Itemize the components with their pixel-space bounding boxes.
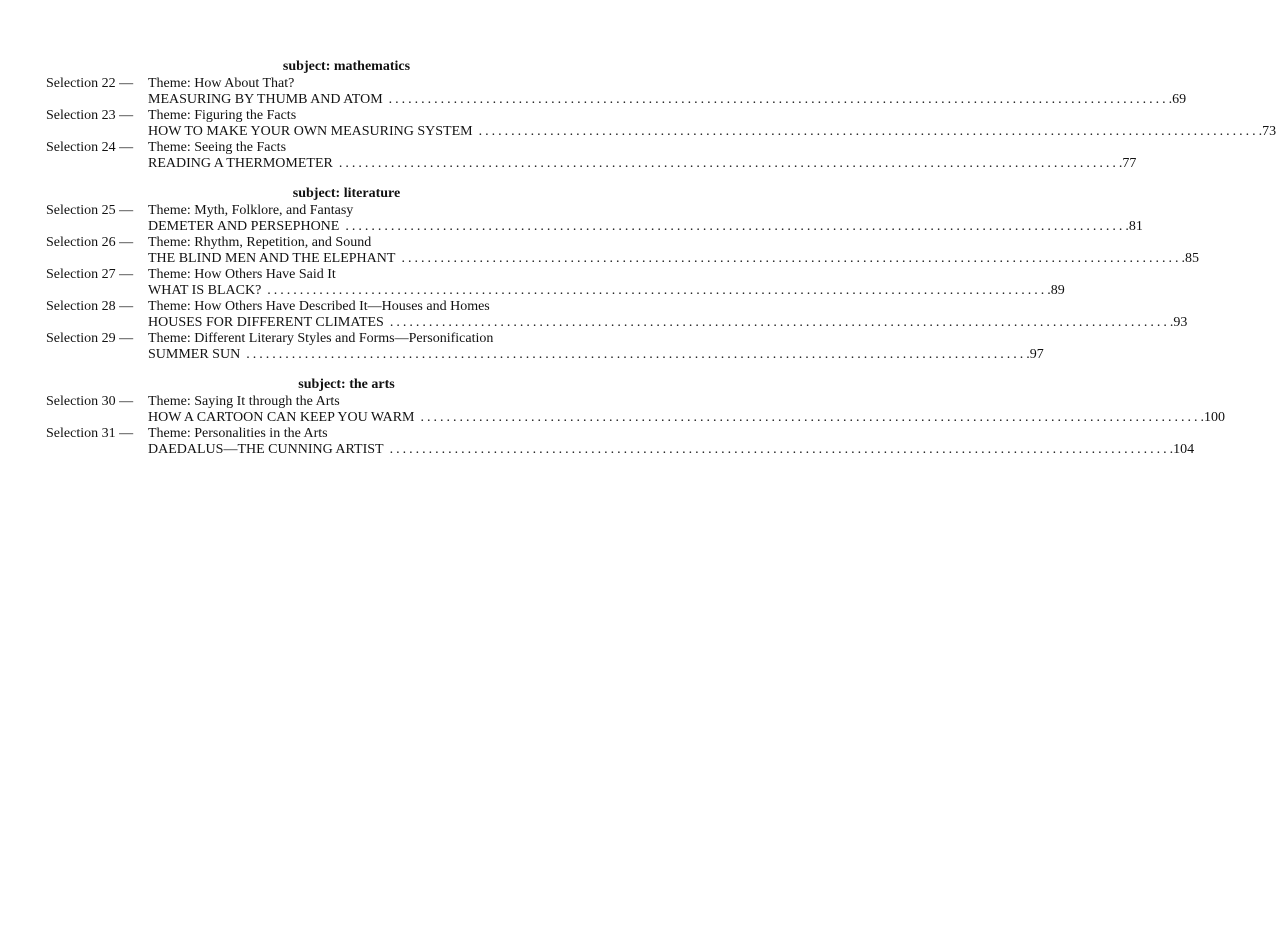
toc-section-arts <box>0 376 1225 458</box>
selection-theme: Theme: How Others Have Described It—Houses and Homes <box>148 299 490 314</box>
page-number: .89 <box>1047 283 1065 298</box>
selection-title: SUMMER SUN <box>148 347 241 362</box>
selection-title: READING A THERMOMETER <box>148 156 333 171</box>
selection-title: HOUSES FOR DIFFERENT CLIMATES <box>148 315 384 330</box>
toc-entry <box>0 267 1065 299</box>
selection-theme: Theme: Figuring the Facts <box>148 108 297 123</box>
page-number: .104 <box>1169 442 1195 457</box>
selection-title-row[interactable] <box>148 251 1199 267</box>
selection-label: Selection 27 — <box>46 267 134 282</box>
selection-label: Selection 30 — <box>46 394 134 409</box>
selection-title: DEMETER AND PERSEPHONE <box>148 219 340 234</box>
selection-theme: Theme: How About That? <box>148 76 295 91</box>
selection-label: Selection 22 — <box>46 76 134 91</box>
selection-title-row[interactable] <box>148 410 1225 426</box>
dot-leader: ........................................................................................................................ <box>420 410 1201 425</box>
selection-title: MEASURING BY THUMB AND ATOM <box>148 92 383 107</box>
dot-leader: ........................................................................................................................ <box>246 347 1027 362</box>
selection-title: HOW A CARTOON CAN KEEP YOU WARM <box>148 410 415 425</box>
dot-leader: ........................................................................................................................ <box>345 219 1126 234</box>
toc-entry <box>0 299 1188 331</box>
page-number: .85 <box>1181 251 1199 266</box>
subject-heading: subject: literature <box>292 186 401 201</box>
selection-title-row[interactable] <box>148 315 1188 331</box>
selection-label: Selection 24 — <box>46 140 134 155</box>
selection-theme: Theme: Seeing the Facts <box>148 140 287 155</box>
subject-heading: subject: mathematics <box>282 59 411 74</box>
toc-entry <box>0 235 1199 267</box>
selection-label: Selection 23 — <box>46 108 134 123</box>
selection-label: Selection 29 — <box>46 331 134 346</box>
selection-theme: Theme: Myth, Folklore, and Fantasy <box>148 203 354 218</box>
page-number: .81 <box>1125 219 1143 234</box>
selection-title-row[interactable] <box>148 347 1044 363</box>
page-number: .97 <box>1026 347 1044 362</box>
toc-entry <box>0 394 1225 426</box>
page-number: .69 <box>1168 92 1187 107</box>
selection-label: Selection 31 — <box>46 426 134 441</box>
dot-leader: ........................................................................................................................ <box>267 283 1048 298</box>
selection-title: HOW TO MAKE YOUR OWN MEASURING SYSTEM <box>148 124 473 139</box>
selection-theme: Theme: Different Literary Styles and Forms—Personification <box>148 331 494 346</box>
dot-leader: ........................................................................................................................ <box>478 124 1259 139</box>
dot-leader: ........................................................................................................................ <box>401 251 1182 266</box>
selection-label: Selection 28 — <box>46 299 134 314</box>
selection-label: Selection 26 — <box>46 235 134 250</box>
toc-entry <box>0 108 1276 140</box>
table-of-contents <box>0 58 1276 471</box>
toc-entry <box>0 203 1143 235</box>
toc-entry <box>0 426 1195 458</box>
page-number: .93 <box>1169 315 1188 330</box>
selection-title-row[interactable] <box>148 283 1065 299</box>
toc-section-literature <box>0 185 1199 363</box>
selection-title-row[interactable] <box>148 442 1195 458</box>
selection-label: Selection 25 — <box>46 203 134 218</box>
selection-title: WHAT IS BLACK? <box>148 283 262 298</box>
dot-leader: ........................................................................................................................ <box>388 92 1169 107</box>
dot-leader: ........................................................................................................................ <box>389 442 1170 457</box>
selection-title: DAEDALUS—THE CUNNING ARTIST <box>148 442 384 457</box>
selection-theme: Theme: Rhythm, Repetition, and Sound <box>148 235 372 250</box>
selection-title-row[interactable] <box>148 219 1143 235</box>
dot-leader: ........................................................................................................................ <box>338 156 1119 171</box>
selection-theme: Theme: Personalities in the Arts <box>148 426 328 441</box>
toc-entry <box>0 331 1044 363</box>
selection-title-row[interactable] <box>148 124 1276 140</box>
page-number: .77 <box>1118 156 1137 171</box>
dot-leader: ........................................................................................................................ <box>389 315 1170 330</box>
page-number: .73 <box>1258 124 1276 139</box>
selection-title-row[interactable] <box>148 92 1187 108</box>
subject-heading: subject: the arts <box>298 377 395 392</box>
selection-title: THE BLIND MEN AND THE ELEPHANT <box>148 251 396 266</box>
toc-section-mathematics <box>0 58 1276 172</box>
toc-entry <box>0 140 1137 172</box>
selection-theme: Theme: How Others Have Said It <box>148 267 336 282</box>
selection-title-row[interactable] <box>148 156 1137 172</box>
toc-entry <box>0 76 1187 108</box>
selection-theme: Theme: Saying It through the Arts <box>148 394 340 409</box>
page-number: .100 <box>1200 410 1225 425</box>
